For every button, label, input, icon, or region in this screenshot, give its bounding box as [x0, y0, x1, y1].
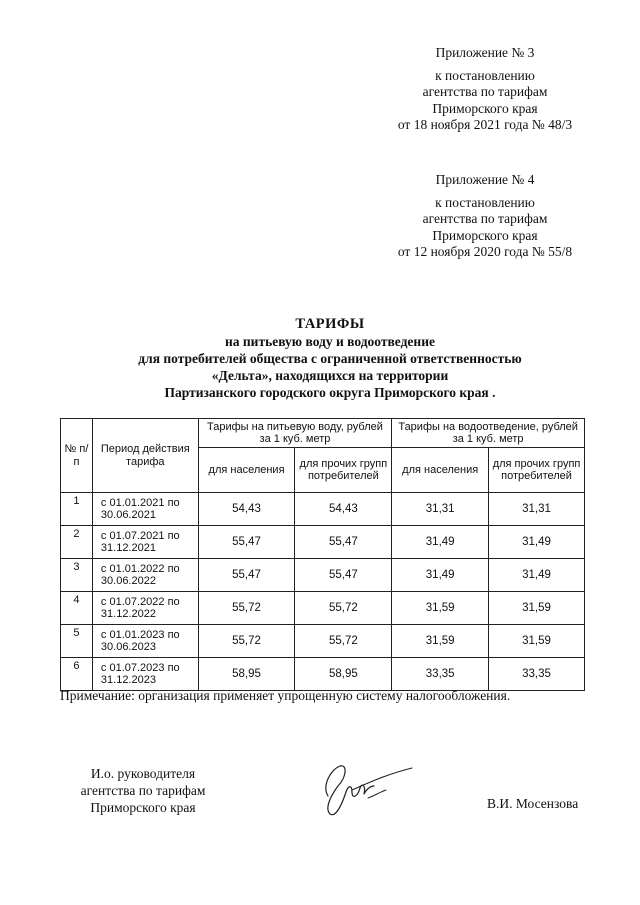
water-population-value: 55,72 [198, 592, 295, 625]
tax-note: Примечание: организация применяет упрощенную систему налогообложения. [60, 688, 511, 703]
water-other-value: 55,47 [295, 559, 392, 592]
appendix-3-line: от 18 ноября 2021 года № 48/3 [397, 117, 573, 132]
water-population-value: 58,95 [198, 658, 295, 691]
column-header-sewer-population: для населения [392, 448, 489, 493]
handwritten-signature [308, 756, 418, 820]
sewer-other-value: 31,49 [489, 559, 585, 592]
row-period: с 01.01.2022 по 30.06.2022 [92, 559, 198, 592]
row-period: с 01.07.2021 по 31.12.2021 [92, 526, 198, 559]
appendix-3-block [370, 45, 600, 134]
title-line: «Дельта», находящихся на территории [211, 368, 449, 383]
sewer-population-value: 31,59 [392, 625, 489, 658]
appendix-3-line: Приморского края [432, 100, 538, 116]
sewer-population-value: 31,31 [392, 493, 489, 526]
signer-title-block [58, 765, 228, 816]
sewer-other-value: 31,49 [489, 526, 585, 559]
appendix-4-block [370, 172, 600, 261]
column-header-sewer-other: для прочих групп потребителей [489, 448, 585, 493]
signer-title-line: Приморского края [90, 800, 196, 815]
appendix-4-line: к постановлению [435, 194, 535, 210]
water-other-value: 55,72 [295, 592, 392, 625]
appendix-4-line: агентства по тарифам [422, 211, 548, 226]
signer-name: В.И. Мосензова [487, 796, 579, 811]
appendix-3-line: агентства по тарифам [422, 84, 548, 99]
water-population-value: 55,72 [198, 625, 295, 658]
sewer-population-value: 31,49 [392, 526, 489, 559]
water-population-value: 55,47 [198, 559, 295, 592]
row-period: с 01.07.2022 по 31.12.2022 [92, 592, 198, 625]
water-other-value: 55,47 [295, 526, 392, 559]
table-row [61, 493, 585, 526]
water-other-value: 54,43 [295, 493, 392, 526]
column-header-period: Период действия тарифа [92, 419, 198, 493]
title-line: для потребителей общества с ограниченной ответственностью [138, 351, 522, 366]
sewer-other-value: 33,35 [489, 658, 585, 691]
appendix-4-line: Приморского края [432, 227, 538, 243]
table-row [61, 526, 585, 559]
document-title [60, 316, 600, 401]
water-other-value: 55,72 [295, 625, 392, 658]
water-other-value: 58,95 [295, 658, 392, 691]
water-population-value: 54,43 [198, 493, 295, 526]
sewer-other-value: 31,31 [489, 493, 585, 526]
column-group-sewer: Тарифы на водоотведение, рублей за 1 куб. метр [392, 419, 585, 448]
title-line: Партизанского городского округа Приморского края . [164, 385, 496, 400]
sewer-other-value: 31,59 [489, 592, 585, 625]
column-header-water-population: для населения [198, 448, 295, 493]
row-period: с 01.01.2021 по 30.06.2021 [92, 493, 198, 526]
appendix-3-line: к постановлению [435, 67, 535, 83]
sewer-population-value: 31,59 [392, 592, 489, 625]
table-row [61, 625, 585, 658]
sewer-population-value: 31,49 [392, 559, 489, 592]
row-number: 3 [61, 559, 93, 592]
title-main: ТАРИФЫ [295, 316, 365, 332]
sewer-other-value: 31,59 [489, 625, 585, 658]
column-header-water-other: для прочих групп потребителей [295, 448, 392, 493]
signer-title-line: агентства по тарифам [80, 783, 206, 798]
row-number: 5 [61, 625, 93, 658]
water-population-value: 55,47 [198, 526, 295, 559]
title-line: на питьевую воду и водоотведение [225, 334, 435, 349]
row-number: 2 [61, 526, 93, 559]
column-group-water: Тарифы на питьевую воду, рублей за 1 куб. метр [198, 419, 392, 448]
appendix-4-line: от 12 ноября 2020 года № 55/8 [397, 244, 573, 259]
appendix-4-heading: Приложение № 4 [435, 172, 535, 187]
sewer-population-value: 33,35 [392, 658, 489, 691]
tariffs-table [60, 418, 585, 691]
row-period: с 01.01.2023 по 30.06.2023 [92, 625, 198, 658]
table-row [61, 559, 585, 592]
row-number: 4 [61, 592, 93, 625]
row-number: 1 [61, 493, 93, 526]
table-row [61, 592, 585, 625]
table-row [61, 658, 585, 691]
appendix-3-heading: Приложение № 3 [435, 45, 535, 60]
row-period: с 01.07.2023 по 31.12.2023 [92, 658, 198, 691]
signer-title-line: И.о. руководителя [90, 766, 196, 781]
column-header-number: № п/п [61, 419, 93, 493]
row-number: 6 [61, 658, 93, 691]
